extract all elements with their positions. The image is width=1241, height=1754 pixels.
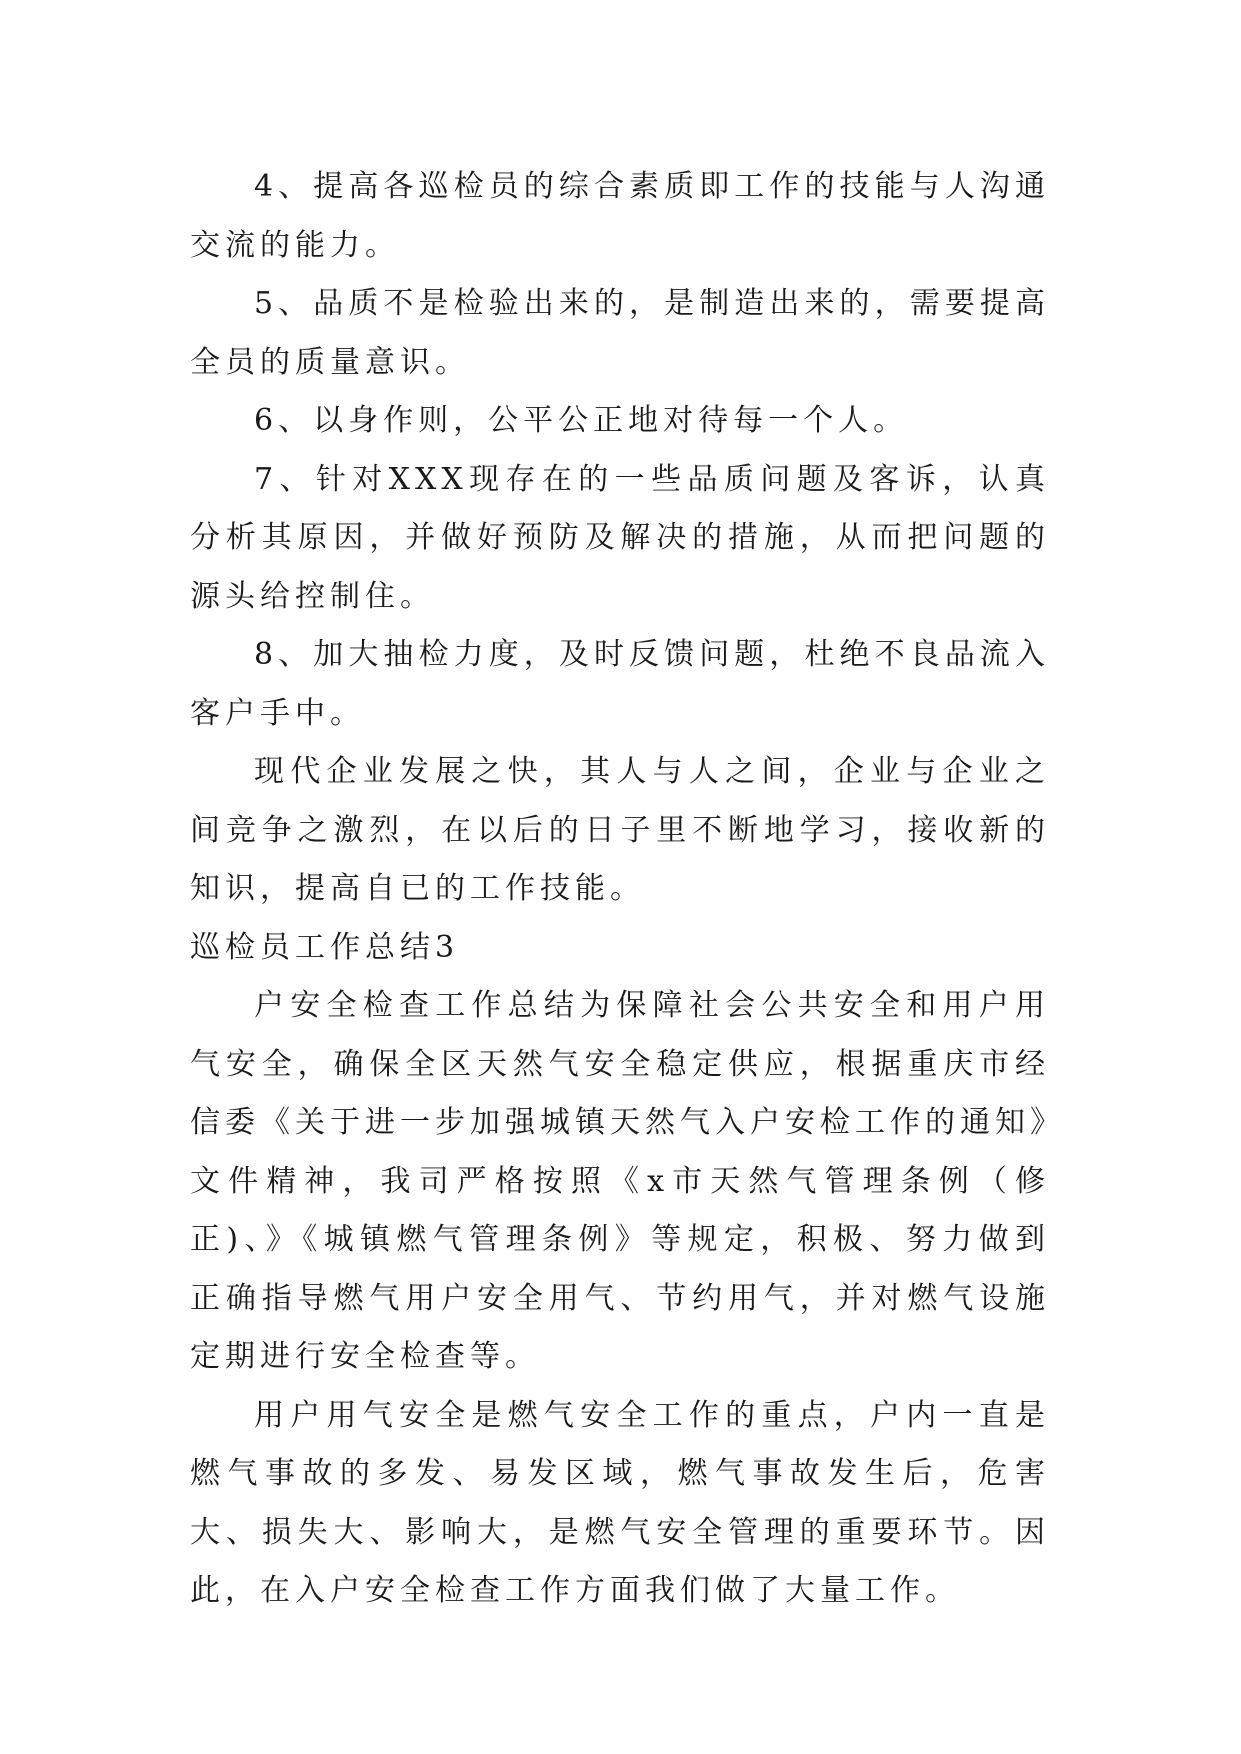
document-page [190, 158, 1050, 1621]
paragraph-item-8: 8、加大抽检力度，及时反馈问题，杜绝不良品流入客户手中。 [190, 637, 1050, 731]
paragraph-item-7: 7、针对XXX现存在的一些品质问题及客诉，认真分析其原因，并做好预防及解决的措施，从而把问题的源头给控制住。 [190, 461, 1050, 614]
paragraph-item-5: 5、品质不是检验出来的，是制造出来的，需要提高全员的质量意识。 [190, 286, 1050, 380]
section-paragraph-1: 户安全检查工作总结为保障社会公共安全和用户用气安全，确保全区天然气安全稳定供应，根据重庆市经信委《关于进一步加强城镇天然气入户安检工作的通知》文件精神，我司严格按照《x市天然气管理条例（修正)、》《城镇燃气管理条例》等规定，积极、努力做到正确指导燃气用户安全用气、节约用气，并对燃气设施定期进行安全检查等。 [190, 988, 1050, 1374]
paragraph-item-4: 4、提高各巡检员的综合素质即工作的技能与人沟通交流的能力。 [190, 169, 1050, 263]
section-heading: 巡检员工作总结3 [190, 929, 460, 965]
section-paragraph-2: 用户用气安全是燃气安全工作的重点，户内一直是燃气事故的多发、易发区域，燃气事故发生后，危害大、损失大、影响大，是燃气安全管理的重要环节。因此，在入户安全检查工作方面我们做了大量工作。 [190, 1397, 1050, 1608]
paragraph-item-6: 6、以身作则，公平公正地对待每一个人。 [254, 403, 909, 438]
paragraph-conclusion: 现代企业发展之快，其人与人之间，企业与企业之间竞争之激烈，在以后的日子里不断地学习，接收新的知识，提高自已的工作技能。 [190, 754, 1050, 906]
